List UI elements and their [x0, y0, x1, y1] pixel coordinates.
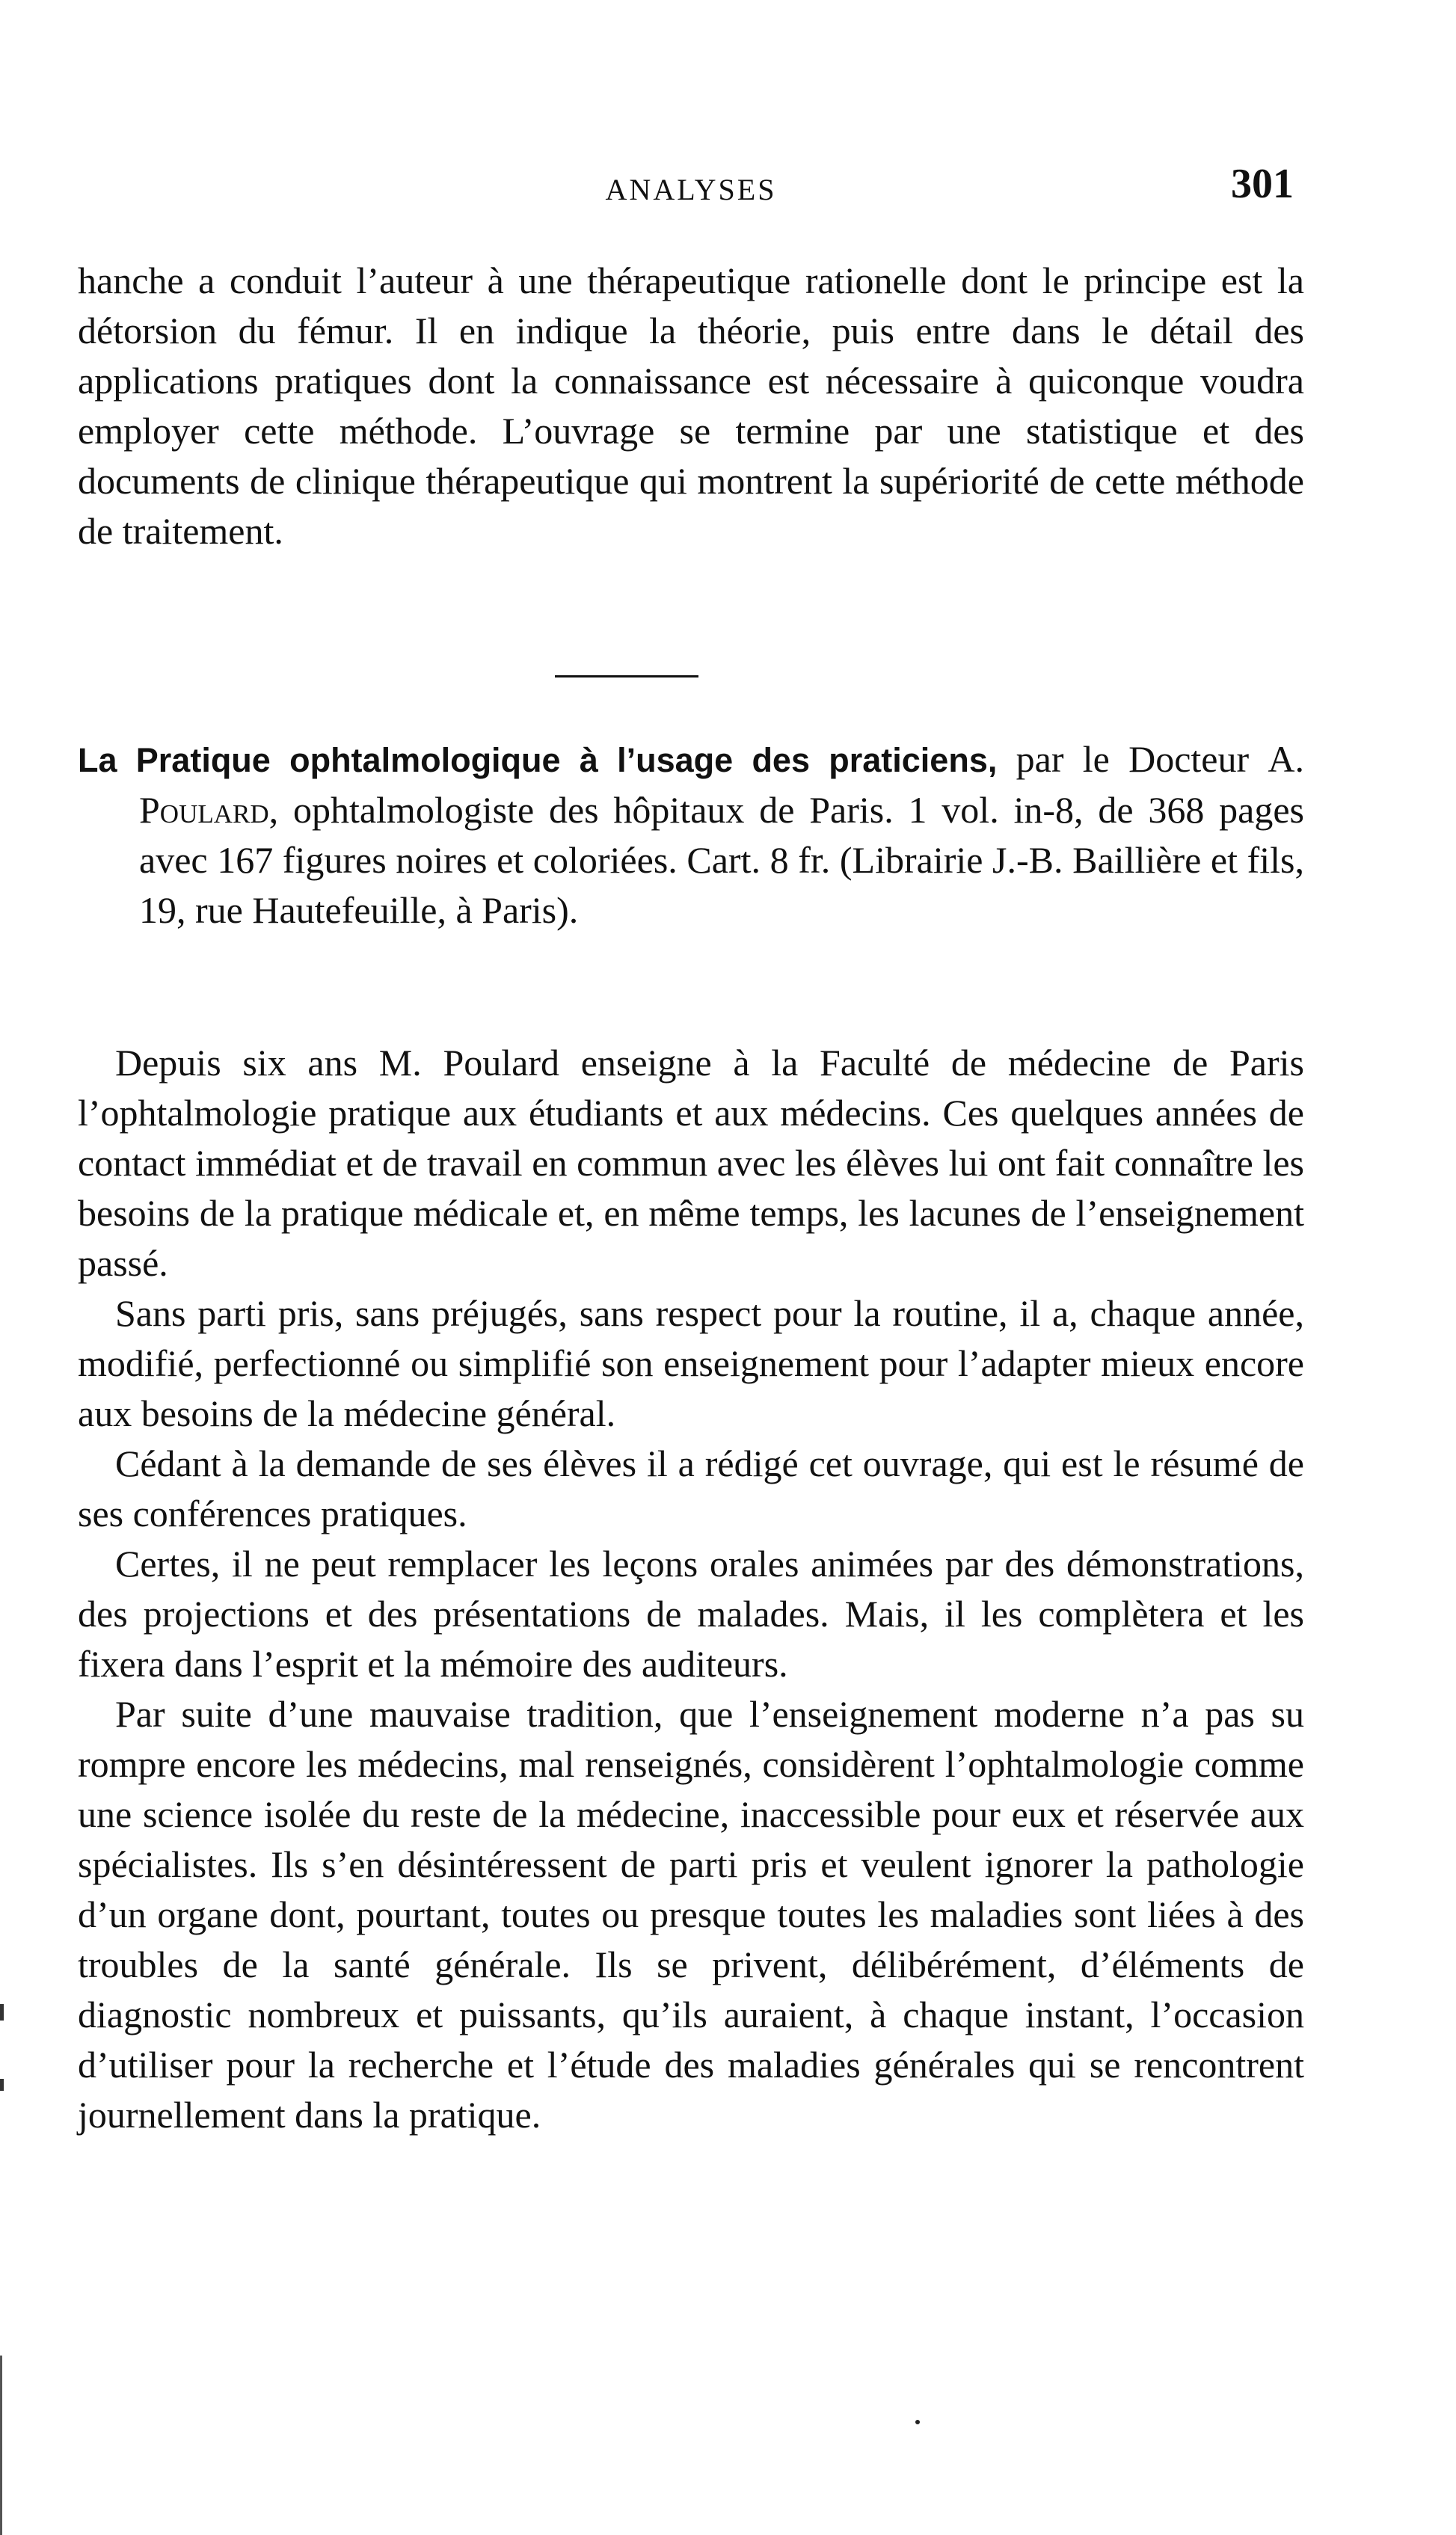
ink-speck	[915, 2420, 920, 2424]
book-title: La Pratique ophtalmologique à l’usage des praticiens,	[78, 741, 998, 779]
scan-edge-mark	[0, 2004, 4, 2021]
citation-paragraph	[78, 734, 1304, 935]
review-paragraph: Par suite d’une mauvaise tradition, que l’enseignement moderne n’a pas su rompre encore les médecins, mal renseignés, considèrent l’ophtalmologie comme une science isolée du reste de la médecine, inaccessible pour eux et réservée aux spécialistes. Ils s’en désintéressent de parti pris et veulent ignorer la pathologie d’un organe dont, pourtant, toutes ou presque toutes les maladies sont liées à des troubles de la santé générale. Ils se privent, délibérément, d’éléments de diagnostic nombreux et puissants, qu’ils auraient, à chaque instant, l’occasion d’utiliser pour la recherche et l’étude des maladies générales qui se rencontrent journellement dans la pratique.	[78, 1693, 1304, 2136]
page-header	[78, 160, 1304, 212]
continuation-paragraph: hanche a conduit l’auteur à une thérapeutique rationelle dont le principe est la détorsion du fémur. Il en indique la théorie, puis entre dans le détail des applications pratiques dont la connaissance est nécessaire à quiconque voudra employer cette méthode. L’ouvrage se termine par une statistique et des documents de clinique thérapeutique qui montrent la supériorité de cette méthode de traitement.	[78, 259, 1304, 552]
review-paragraph: Certes, il ne peut remplacer les leçons orales animées par des démonstrations, des projections et des présentations de malades. Mais, il les complètera et les fixera dans l’esprit et la mémoire des auditeurs.	[78, 1543, 1304, 1685]
review-paragraph: Cédant à la demande de ses élèves il a rédigé cet ouvrage, qui est le résumé de ses conférences pratiques.	[78, 1442, 1304, 1534]
review-paragraph: Depuis six ans M. Poulard enseigne à la Faculté de médecine de Paris l’ophtalmologie pratique aux étudiants et aux médecins. Ces quelques années de contact immédiat et de travail en commun avec les élèves lui ont fait connaître les besoins de la pratique médicale et, en même temps, les lacunes de l’enseignement passé.	[78, 1042, 1304, 1284]
running-title: ANALYSES	[605, 173, 777, 206]
book-details: ophtalmologiste des hôpitaux de Paris. 1 vol. in-8, de 368 pages avec 167 figures noires et coloriées. Cart. 8 fr. (Librairie J.-B. Baillière et fils, 19, rue Hautefeuille, à Paris).	[139, 789, 1305, 931]
review-citation	[78, 734, 1304, 935]
scan-edge-mark	[0, 2356, 2, 2535]
review-paragraph: Sans parti pris, sans préjugés, sans respect pour la routine, il a, chaque année, modifié, perfectionné ou simplifié son enseignement pour l’adapter mieux encore aux besoins de la médecine général.	[78, 1292, 1304, 1434]
author-name: A. Poulard,	[139, 738, 1304, 831]
review-body	[78, 1038, 1304, 2140]
scan-edge-mark	[0, 2079, 4, 2091]
page-number: 301	[1231, 161, 1294, 207]
citation-by: par le Docteur	[1016, 738, 1250, 780]
section-divider	[555, 675, 698, 677]
previous-review-continuation	[78, 256, 1304, 556]
